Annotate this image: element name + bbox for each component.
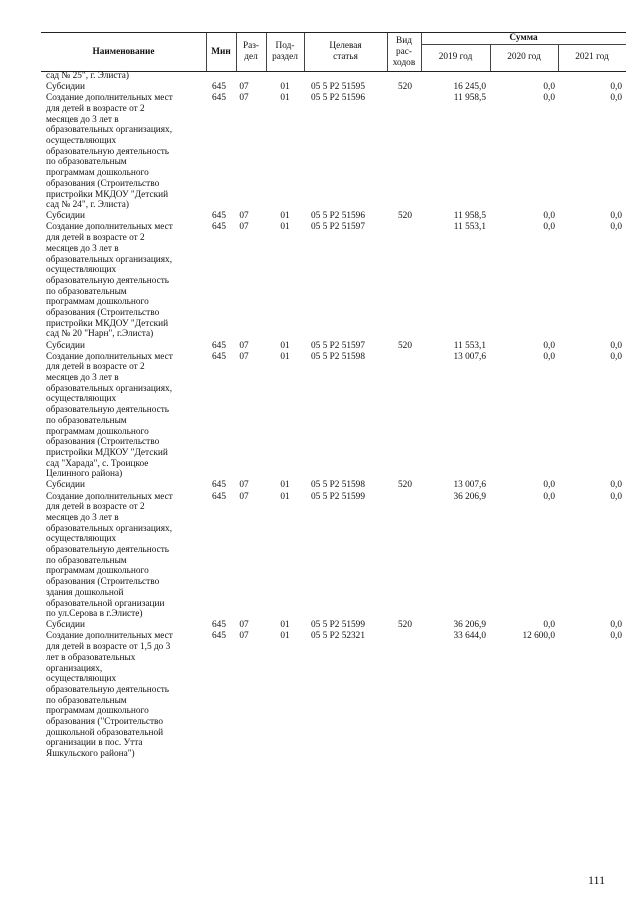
row-vid: 520 (398, 340, 412, 351)
row-sum-2021: 0,0 (610, 340, 622, 351)
row-sum-2021: 0,0 (610, 222, 622, 233)
header-name: Наименование (92, 46, 155, 57)
row-razdel: 07 (239, 351, 249, 362)
row-min: 645 (212, 491, 226, 502)
row-name: Создание дополнительных мест для детей в возрасте от 1,5 до 3 лет в образовательных организациях, осуществляющих образовательную деятельность по образовательным программам дошкольного образования ("Строительство дошкольной образовательной организации в пос. Утта Яшкульского района") (46, 631, 173, 760)
row-podrazdel: 01 (280, 82, 290, 93)
row-razdel: 07 (239, 82, 249, 93)
row-vid: 520 (398, 620, 412, 631)
table-row (0, 341, 640, 352)
table-row (0, 71, 640, 82)
header-podrazdel: Под- раздел (272, 41, 298, 62)
row-celevaya: 05 5 P2 51596 (311, 211, 365, 222)
row-sum-2019: 11 553,1 (453, 222, 486, 233)
row-sum-2021: 0,0 (610, 211, 622, 222)
row-podrazdel: 01 (280, 480, 290, 491)
row-min: 645 (212, 222, 226, 233)
row-podrazdel: 01 (280, 351, 290, 362)
row-celevaya: 05 5 P2 51598 (311, 351, 365, 362)
row-sum-2019: 16 245,0 (453, 82, 486, 93)
header-vid: Вид рас- ходов (392, 35, 416, 68)
row-sum-2021: 0,0 (610, 480, 622, 491)
row-sum-2019: 36 206,9 (453, 491, 486, 502)
row-min: 645 (212, 631, 226, 642)
table-row (0, 620, 640, 631)
header-2020: 2020 год (507, 52, 541, 62)
row-sum-2019: 11 553,1 (453, 340, 486, 351)
row-name: Субсидии (46, 620, 86, 631)
row-sum-2020: 0,0 (543, 93, 555, 104)
row-celevaya: 05 5 P2 51597 (311, 340, 365, 351)
table-row (0, 93, 640, 211)
row-sum-2020: 12 600,0 (522, 631, 555, 642)
row-podrazdel: 01 (280, 620, 290, 631)
row-name: Создание дополнительных мест для детей в возрасте от 2 месяцев до 3 лет в образовательных организациях, осуществляющих образовательную деятельность по образовательным программам дошкольного образования (Строительство пристройки МКДОУ "Детский сад № 20 "Нарн", г.Элиста) (46, 222, 173, 340)
row-podrazdel: 01 (280, 631, 290, 642)
row-sum-2020: 0,0 (543, 82, 555, 93)
table-row (0, 211, 640, 222)
row-name: Субсидии (46, 340, 86, 351)
row-razdel: 07 (239, 93, 249, 104)
row-name: Субсидии (46, 82, 86, 93)
row-razdel: 07 (239, 211, 249, 222)
row-sum-2021: 0,0 (610, 620, 622, 631)
row-razdel: 07 (239, 222, 249, 233)
row-sum-2020: 0,0 (543, 491, 555, 502)
table-row (0, 82, 640, 93)
row-celevaya: 05 5 P2 51598 (311, 480, 365, 491)
row-min: 645 (212, 82, 226, 93)
row-sum-2020: 0,0 (543, 351, 555, 362)
row-razdel: 07 (239, 340, 249, 351)
row-vid: 520 (398, 211, 412, 222)
row-razdel: 07 (239, 631, 249, 642)
row-sum-2019: 33 644,0 (453, 631, 486, 642)
row-vid: 520 (398, 82, 412, 93)
row-sum-2019: 11 958,5 (453, 93, 486, 104)
row-sum-2021: 0,0 (610, 82, 622, 93)
page-number: 111 (588, 873, 606, 887)
row-razdel: 07 (239, 480, 249, 491)
row-sum-2019: 36 206,9 (453, 620, 486, 631)
header-2019: 2019 год (438, 52, 473, 62)
row-celevaya: 05 5 P2 51599 (311, 491, 365, 502)
table-row (0, 222, 640, 340)
row-min: 645 (212, 93, 226, 104)
row-podrazdel: 01 (280, 211, 290, 222)
row-name: Субсидии (46, 480, 86, 491)
table-header (41, 32, 626, 72)
row-sum-2020: 0,0 (543, 222, 555, 233)
header-2021: 2021 год (575, 52, 609, 62)
row-sum-2020: 0,0 (543, 340, 555, 351)
row-vid: 520 (398, 480, 412, 491)
row-name: Создание дополнительных мест для детей в возрасте от 2 месяцев до 3 лет в образовательных организациях, осуществляющих образовательную деятельность по образовательным программам дошкольного образования (Строительство здания дошкольной образовательной организации по ул.Серова в г.Элисте) (46, 491, 173, 620)
row-sum-2019: 13 007,6 (453, 351, 486, 362)
row-min: 645 (212, 620, 226, 631)
table-row (0, 492, 640, 620)
row-name: сад № 25", г. Элиста) (46, 71, 129, 81)
row-podrazdel: 01 (280, 93, 290, 104)
table-row (0, 480, 640, 491)
row-celevaya: 05 5 P2 51599 (311, 620, 365, 631)
row-name: Создание дополнительных мест для детей в возрасте от 2 месяцев до 3 лет в образовательных организациях, осуществляющих образовательную деятельность по образовательным программам дошкольного образования (Строительство пристройки МКДОУ "Детский сад № 24", г. Элиста) (46, 93, 173, 211)
row-min: 645 (212, 340, 226, 351)
table-row (0, 352, 640, 480)
row-podrazdel: 01 (280, 222, 290, 233)
row-sum-2020: 0,0 (543, 211, 555, 222)
row-name: Субсидии (46, 211, 86, 222)
row-name: Создание дополнительных мест для детей в возрасте от 2 месяцев до 3 лет в образовательных организациях, осуществляющих образовательную деятельность по образовательным программам дошкольного образования (Строительство пристройки МДКОУ "Детский сад "Харада", с. Троицкое Целинного района) (46, 351, 173, 480)
row-podrazdel: 01 (280, 340, 290, 351)
header-celevaya: Целевая статья (329, 41, 362, 62)
table-row (0, 631, 640, 759)
row-sum-2020: 0,0 (543, 620, 555, 631)
row-celevaya: 05 5 P2 51597 (311, 222, 365, 233)
header-summa: Сумма (509, 33, 538, 43)
row-sum-2021: 0,0 (610, 491, 622, 502)
row-min: 645 (212, 211, 226, 222)
row-sum-2021: 0,0 (610, 631, 622, 642)
row-celevaya: 05 5 P2 51595 (311, 82, 365, 93)
header-min: Мин (211, 46, 231, 57)
row-razdel: 07 (239, 491, 249, 502)
row-min: 645 (212, 480, 226, 491)
row-sum-2021: 0,0 (610, 93, 622, 104)
row-podrazdel: 01 (280, 491, 290, 502)
row-min: 645 (212, 351, 226, 362)
row-sum-2019: 13 007,6 (453, 480, 486, 491)
row-razdel: 07 (239, 620, 249, 631)
row-sum-2019: 11 958,5 (453, 211, 486, 222)
header-razdel: Раз- дел (242, 41, 260, 62)
row-celevaya: 05 5 P2 51596 (311, 93, 365, 104)
row-sum-2021: 0,0 (610, 351, 622, 362)
row-celevaya: 05 5 P2 52321 (311, 631, 365, 642)
row-sum-2020: 0,0 (543, 480, 555, 491)
